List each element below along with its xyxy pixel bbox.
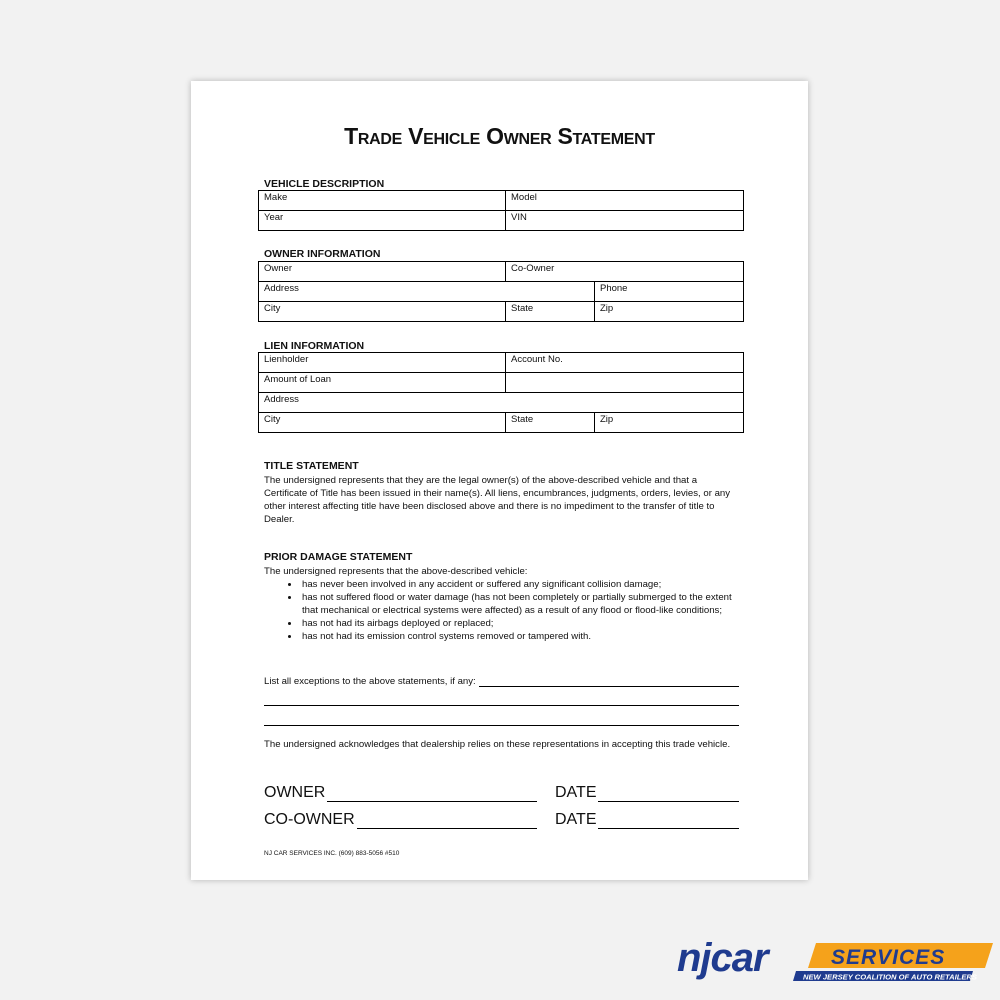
co-owner-signature-label: CO-OWNER: [264, 811, 355, 828]
vin-field[interactable]: VIN: [506, 211, 744, 231]
owner-date-row: [555, 784, 739, 802]
owner-state-field[interactable]: State: [506, 302, 595, 322]
owner-table: [258, 261, 744, 322]
lienholder-field[interactable]: Lienholder: [259, 353, 506, 373]
exceptions-line-1[interactable]: [479, 674, 739, 687]
logo-tagline-text: NEW JERSEY COALITION OF AUTO RETAILERS: [803, 972, 977, 982]
lien-table: [258, 352, 744, 433]
form-page: [191, 81, 808, 880]
co-owner-field[interactable]: Co-Owner: [506, 262, 744, 282]
damage-statement-text: [264, 565, 739, 643]
lien-zip-field[interactable]: Zip: [595, 413, 744, 433]
owner-zip-field[interactable]: Zip: [595, 302, 744, 322]
year-field[interactable]: Year: [259, 211, 506, 231]
vehicle-heading: VEHICLE DESCRIPTION: [264, 178, 385, 190]
list-item: • has not suffered flood or water damage (has not been completely or partially submerged to the extent that mechanical or electrical systems were affected) as a result of any flood or flood-like conditions;: [300, 591, 739, 617]
list-item: • has not had its airbags deployed or replaced;: [300, 617, 739, 630]
model-field[interactable]: Model: [506, 191, 744, 211]
exceptions-line-2[interactable]: [264, 705, 739, 706]
phone-field[interactable]: Phone: [595, 282, 744, 302]
loan-amount-field[interactable]: Amount of Loan: [259, 373, 506, 393]
owner-signature-label: OWNER: [264, 784, 326, 801]
acknowledgment-body: The undersigned acknowledges that dealership relies on these representations in accepting this trade vehicle.: [264, 739, 731, 750]
lien-heading: LIEN INFORMATION: [264, 340, 365, 352]
exceptions-line-3[interactable]: [264, 725, 739, 726]
make-field[interactable]: Make: [259, 191, 506, 211]
owner-signature-line[interactable]: [327, 789, 537, 802]
logo-services-text: SERVICES: [831, 946, 946, 969]
co-owner-signature-line[interactable]: [357, 816, 537, 829]
title-statement-text: [264, 474, 739, 526]
owner-date-label: DATE: [555, 784, 597, 801]
njcar-services-logo: [673, 935, 993, 985]
co-owner-signature-row: [264, 811, 537, 829]
lien-state-field[interactable]: State: [506, 413, 595, 433]
owner-signature-row: [264, 784, 537, 802]
exceptions-row: [264, 674, 739, 687]
co-owner-date-label: DATE: [555, 811, 597, 828]
list-item: • has never been involved in any accident or suffered any significant collision damage;: [300, 578, 739, 591]
logo-brand-text: njcar: [677, 936, 768, 980]
title-statement-body: The undersigned represents that they are the legal owner(s) of the above-described vehicle and that a Certificate of Title has been issued in their name(s). All liens, encumbrances, judgments, orders, levies, or any other interest affecting title have been disclosed above and there is no impediment to the transfer of title to Dealer.: [264, 475, 731, 525]
owner-address-field[interactable]: Address: [259, 282, 595, 302]
co-owner-date-line[interactable]: [598, 816, 739, 829]
lien-blank-field[interactable]: [506, 373, 744, 393]
exceptions-label: List all exceptions to the above statements, if any:: [264, 676, 476, 687]
list-item: • has not had its emission control systems removed or tampered with.: [300, 630, 739, 643]
vehicle-table: [258, 190, 744, 231]
owner-date-line[interactable]: [598, 789, 739, 802]
account-field[interactable]: Account No.: [506, 353, 744, 373]
lien-address-field[interactable]: Address: [259, 393, 744, 413]
form-footer: NJ CAR SERVICES INC. (609) 883-5056 #510: [264, 850, 400, 857]
owner-city-field[interactable]: City: [259, 302, 506, 322]
acknowledgment-text: [264, 738, 739, 751]
lien-city-field[interactable]: City: [259, 413, 506, 433]
form-title: Trade Vehicle Owner Statement: [344, 123, 655, 149]
damage-intro: The undersigned represents that the above-described vehicle:: [264, 566, 528, 577]
co-owner-date-row: [555, 811, 739, 829]
owner-heading: OWNER INFORMATION: [264, 248, 381, 260]
owner-field[interactable]: Owner: [259, 262, 506, 282]
damage-list: [264, 578, 739, 643]
title-statement-heading: TITLE STATEMENT: [264, 460, 359, 472]
damage-statement-heading: PRIOR DAMAGE STATEMENT: [264, 551, 413, 563]
